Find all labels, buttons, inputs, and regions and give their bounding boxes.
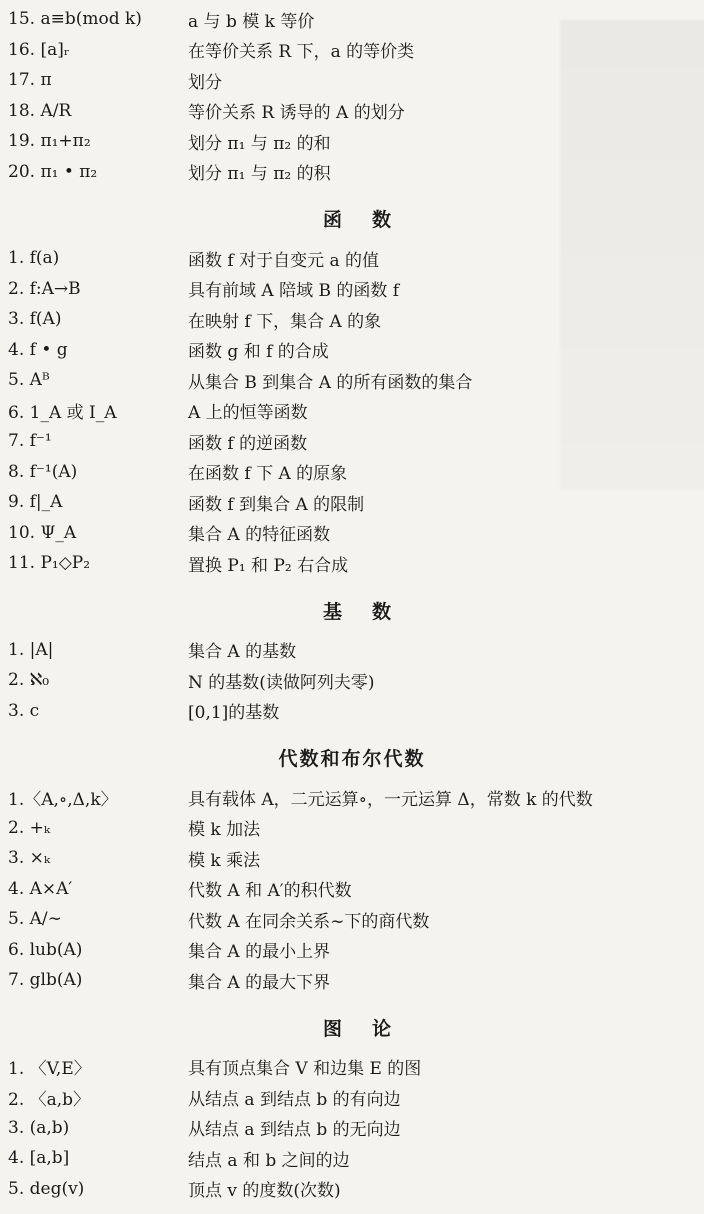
description: 具有顶点集合 V 和边集 E 的图 [188, 1054, 704, 1079]
description: A 上的恒等函数 [188, 398, 704, 423]
section-2 [0, 589, 704, 737]
symbol: 3. c [0, 701, 188, 721]
symbol: 2. f:A→B [0, 279, 188, 299]
description: 集合 A 的特征函数 [188, 520, 704, 545]
list-item [0, 487, 704, 518]
description: 从结点 a 到结点 b 的有向边 [188, 1085, 704, 1110]
section-3 [0, 736, 704, 1006]
symbol: 2. 〈a,b〉 [0, 1085, 188, 1110]
description: 函数 g 和 f 的合成 [188, 337, 704, 362]
symbol: 16. [a]ᵣ [0, 40, 188, 60]
list-item [0, 635, 704, 666]
section-4 [0, 1006, 704, 1214]
list-item [0, 782, 704, 813]
symbol: 18. A/R [0, 101, 188, 121]
symbol: 15. a≡b(mod k) [0, 9, 188, 29]
description: 划分 [188, 68, 704, 93]
list-item [0, 274, 704, 305]
symbol: 4. [a,b] [0, 1148, 188, 1168]
description: 顶点 v 的度数(次数) [188, 1176, 704, 1201]
section-heading: 基数 [0, 589, 704, 635]
symbol: 4. A×A′ [0, 879, 188, 899]
symbol: 1. f(a) [0, 248, 188, 268]
list-item [0, 1082, 704, 1113]
list-item [0, 965, 704, 996]
list-item [0, 304, 704, 335]
list-item [0, 1174, 704, 1205]
description: 在映射 f 下，集合 A 的象 [188, 307, 704, 332]
list-item [0, 843, 704, 874]
list-item [0, 243, 704, 274]
description: 集合 A 的最小上界 [188, 937, 704, 962]
list-item [0, 457, 704, 488]
description: 从集合 B 到集合 A 的所有函数的集合 [188, 368, 704, 393]
section-1 [0, 197, 704, 589]
description: [0,1]的基数 [188, 698, 704, 723]
list-item [0, 904, 704, 935]
symbol: 5. deg(v) [0, 1179, 188, 1199]
list-item [0, 1052, 704, 1083]
symbol: 20. π₁ • π₂ [0, 162, 188, 182]
section-heading: 函数 [0, 197, 704, 243]
section-gap [0, 579, 704, 589]
symbol: 2. ℵ₀ [0, 670, 188, 690]
list-item [0, 665, 704, 696]
list-item [0, 35, 704, 66]
description: 函数 f 到集合 A 的限制 [188, 490, 704, 515]
symbol: 5. A/∼ [0, 909, 188, 929]
symbol: 6. 1_A 或 I_A [0, 398, 188, 423]
description: 在函数 f 下 A 的原象 [188, 459, 704, 484]
description: 等价关系 R 诱导的 A 的划分 [188, 98, 704, 123]
symbol: 3. (a,b) [0, 1118, 188, 1138]
section-gap [0, 996, 704, 1006]
description: a 与 b 模 k 等价 [188, 7, 704, 32]
list-item [0, 518, 704, 549]
description: 代数 A 和 A′的积代数 [188, 876, 704, 901]
list-item [0, 548, 704, 579]
symbol: 4. f • g [0, 340, 188, 360]
symbol: 7. glb(A) [0, 970, 188, 990]
list-item [0, 935, 704, 966]
symbol: 5. Aᴮ [0, 370, 188, 390]
symbol: 7. f⁻¹ [0, 431, 188, 451]
description: 集合 A 的基数 [188, 637, 704, 662]
section-gap [0, 1204, 704, 1214]
description: 代数 A 在同余关系∼下的商代数 [188, 907, 704, 932]
section-gap [0, 187, 704, 197]
description: 划分 π₁ 与 π₂ 的和 [188, 129, 704, 154]
list-item [0, 335, 704, 366]
symbol: 9. f|_A [0, 492, 188, 512]
list-item [0, 365, 704, 396]
symbol: 3. ×ₖ [0, 848, 188, 868]
symbol: 1.〈A,∘,Δ,k〉 [0, 785, 188, 810]
symbol: 10. Ψ_A [0, 523, 188, 543]
symbol: 1. |A| [0, 640, 188, 660]
list-item [0, 126, 704, 157]
symbol: 11. P₁◇P₂ [0, 553, 188, 573]
section-0 [0, 0, 704, 197]
description: 从结点 a 到结点 b 的无向边 [188, 1115, 704, 1140]
symbol: 3. f(A) [0, 309, 188, 329]
description: 置换 P₁ 和 P₂ 右合成 [188, 551, 704, 576]
symbol: 2. +ₖ [0, 818, 188, 838]
symbol: 19. π₁+π₂ [0, 131, 188, 151]
description: 函数 f 对于自变元 a 的值 [188, 246, 704, 271]
description: 结点 a 和 b 之间的边 [188, 1146, 704, 1171]
list-item [0, 157, 704, 188]
description: 具有前域 A 陪域 B 的函数 f [188, 276, 704, 301]
description: 模 k 加法 [188, 815, 704, 840]
description: 具有载体 A，二元运算∘，一元运算 Δ，常数 k 的代数 [188, 785, 704, 810]
symbol: 1. 〈V,E〉 [0, 1054, 188, 1079]
list-item [0, 1143, 704, 1174]
list-item [0, 696, 704, 727]
list-item [0, 65, 704, 96]
description: 划分 π₁ 与 π₂ 的积 [188, 159, 704, 184]
list-item [0, 96, 704, 127]
symbol: 8. f⁻¹(A) [0, 462, 188, 482]
section-heading: 代数和布尔代数 [0, 736, 704, 782]
description: 模 k 乘法 [188, 846, 704, 871]
list-item [0, 426, 704, 457]
list-item [0, 874, 704, 905]
description: 在等价关系 R 下，a 的等价类 [188, 37, 704, 62]
description: 函数 f 的逆函数 [188, 429, 704, 454]
list-item [0, 4, 704, 35]
list-item [0, 396, 704, 427]
description: N 的基数(读做阿列夫零) [188, 668, 704, 693]
symbol: 6. lub(A) [0, 940, 188, 960]
description: 集合 A 的最大下界 [188, 968, 704, 993]
section-heading: 图论 [0, 1006, 704, 1052]
section-gap [0, 726, 704, 736]
list-item [0, 1113, 704, 1144]
list-item [0, 813, 704, 844]
symbol: 17. π [0, 70, 188, 90]
